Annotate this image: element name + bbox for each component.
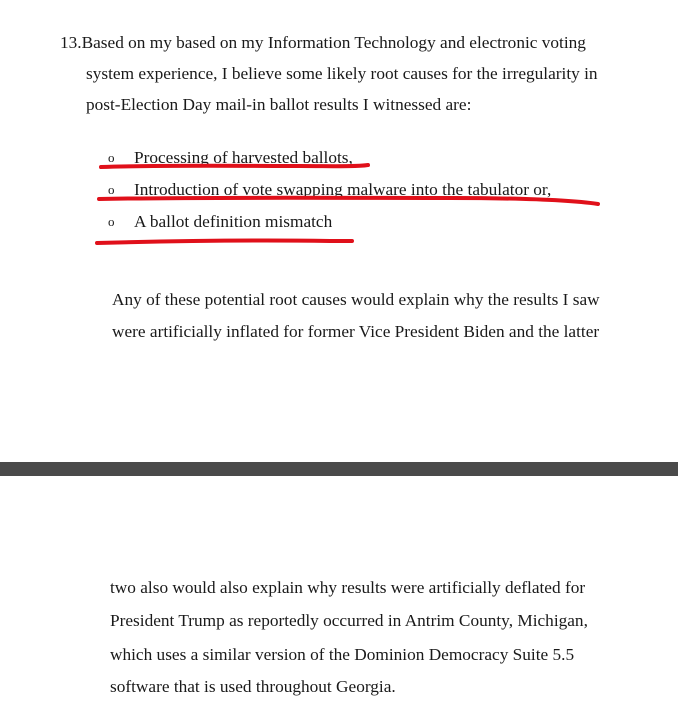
next-page-line-2: President Trump as reportedly occurred in Antrim County, Michigan, [110,611,588,630]
bullet-marker: o [108,150,115,165]
continuation-line-2: were artificially inflated for former Vice President Biden and the latter [112,322,600,341]
underline-stroke-3 [97,241,352,243]
paragraph-13-line-1: 13.Based on my based on my Information Technology and electronic voting [60,33,586,52]
next-page-line-3: which uses a similar version of the Dominion Democracy Suite 5.5 [110,645,575,664]
page-break-divider [0,462,678,476]
bullet-marker: o [108,182,115,197]
continuation-line-1: Any of these potential root causes would explain why the results I saw [112,290,600,309]
bullet-text: A ballot definition mismatch [134,212,333,231]
next-page-line-4: software that is used throughout Georgia. [110,677,396,696]
document-page-lower [0,476,678,708]
paragraph-13-line-2: system experience, I believe some likely root causes for the irregularity in [86,64,598,83]
next-page-line-1: two also would also explain why results were artificially deflated for [110,578,586,597]
bullet-marker: o [108,214,115,229]
bullet-text: Processing of harvested ballots, [134,148,353,167]
bullet-text: Introduction of vote swapping malware into the tabulator or, [134,180,552,199]
paragraph-13-line-3: post-Election Day mail-in ballot results I witnessed are: [86,95,472,114]
